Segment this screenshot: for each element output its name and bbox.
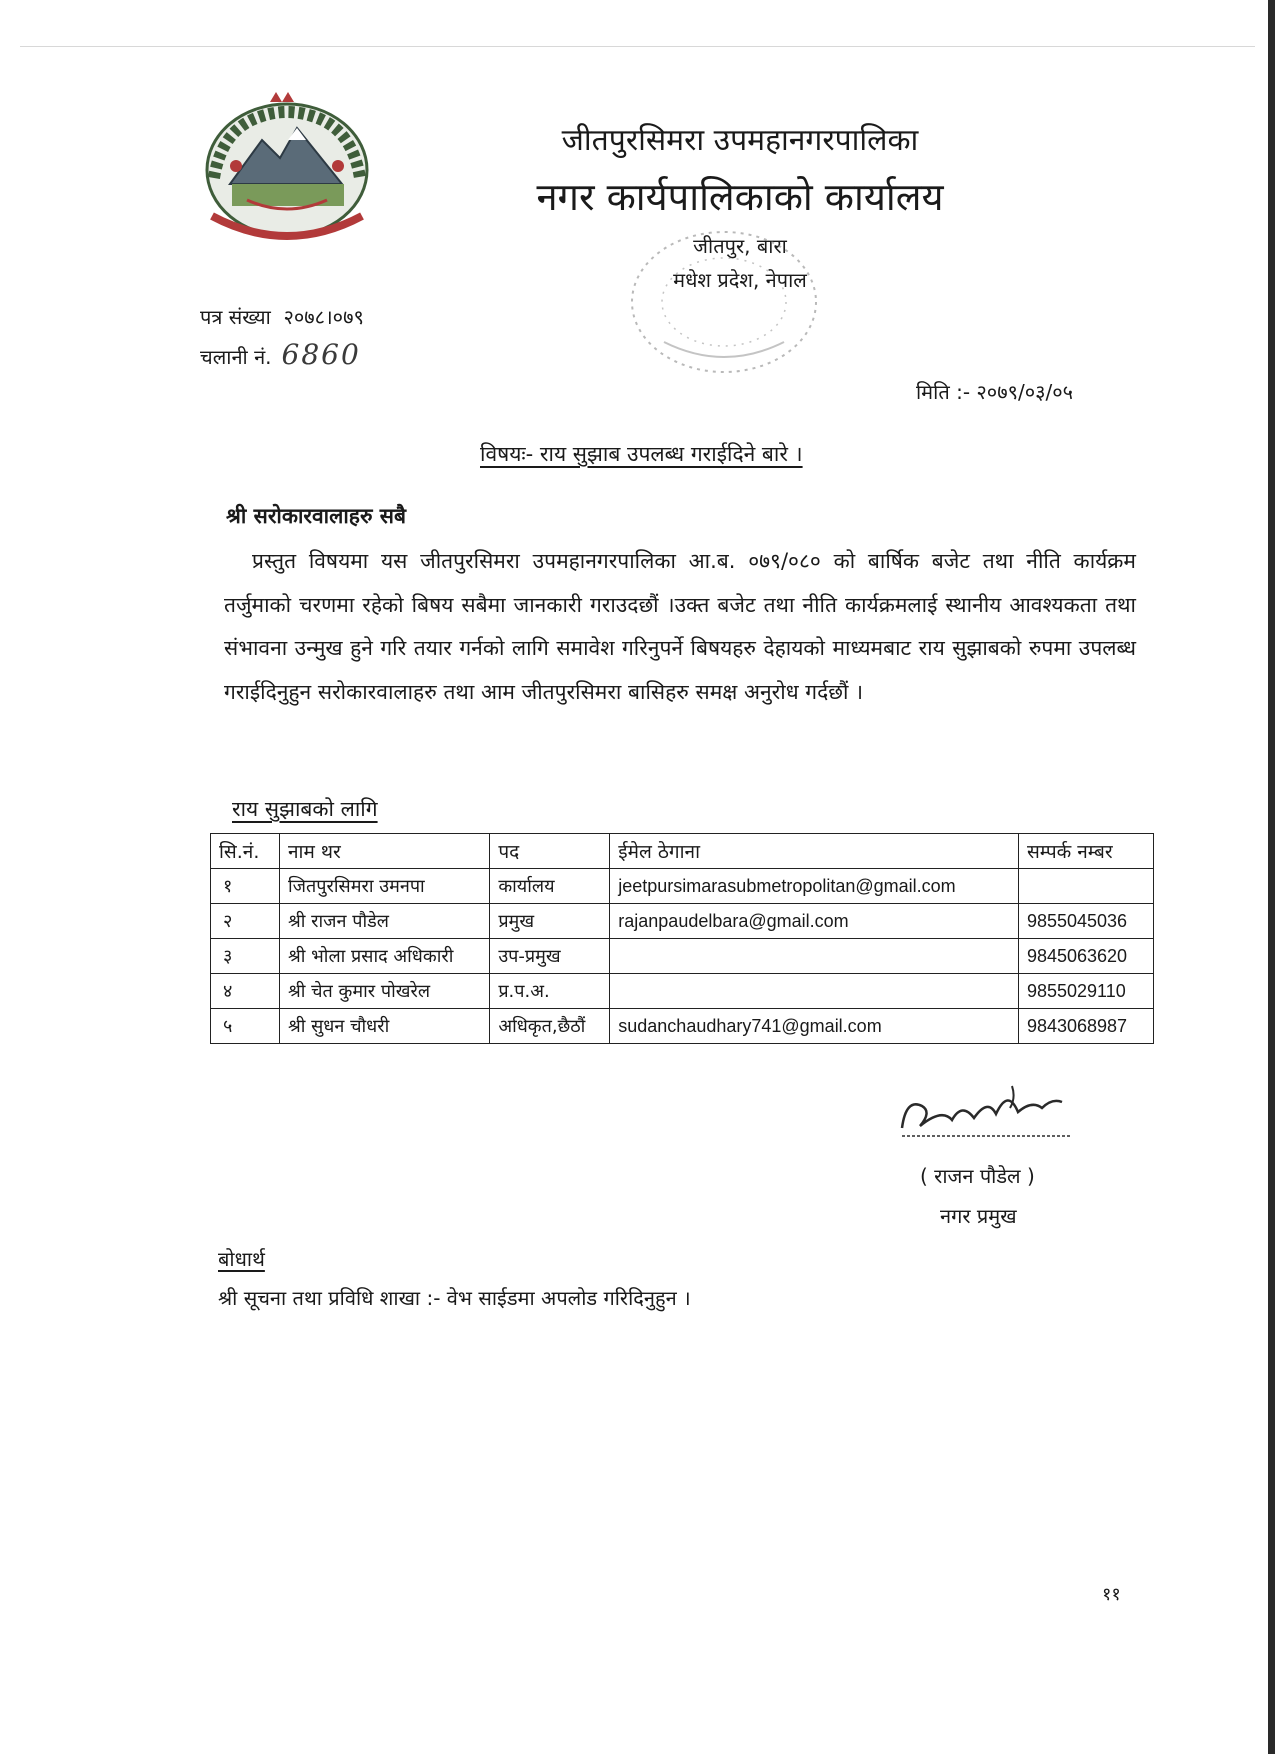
table-row xyxy=(211,939,1154,974)
row-email-link xyxy=(610,974,1019,1009)
letter-number-value: २०७८।०७९ xyxy=(283,305,364,329)
row-serial: १ xyxy=(211,869,280,904)
signatory-name: ( राजन पौडेल ) xyxy=(920,1164,1035,1188)
col-serial: सि.नं. xyxy=(211,834,280,869)
col-post: पद xyxy=(490,834,610,869)
dispatch-number-value: 6860 xyxy=(281,338,361,371)
row-email-link[interactable]: sudanchaudhary741@gmail.com xyxy=(610,1009,1019,1044)
row-name: श्री राजन पौडेल xyxy=(280,904,490,939)
row-post: कार्यालय xyxy=(490,869,610,904)
row-email-link[interactable]: rajanpaudelbara@gmail.com xyxy=(610,904,1019,939)
row-post: प्र.प.अ. xyxy=(490,974,610,1009)
signatory-title: नगर प्रमुख xyxy=(940,1204,1017,1228)
scan-edge xyxy=(1268,0,1275,1754)
body-text: प्रस्तुत विषयमा यस जीतपुरसिमरा उपमहानगरपालिका आ.ब. ०७९/०८० को बार्षिक बजेट तथा नीति कार्यक्रम तर्जुमाको चरणमा रहेको बिषय सबैमा जानकारी गराउदछौं ।उक्त बजेट तथा नीति कार्यक्रमलाई स्थानीय आवश्यकता तथा संभावना उन्मुख हुने गरि तयार गर्नको लागि समावेश गरिनुपर्ने बिषयहरु देहायको माध्यमबाट राय सुझाबको रुपमा उपलब्ध गराईदिनुहुन सरोकारवालाहरु तथा आम जीतपुरसिमरा बासिहरु समक्ष अनुरोध गर्दछौं । xyxy=(224,549,1136,704)
office-stamp-icon xyxy=(624,222,824,382)
table-caption: राय सुझाबको लागि xyxy=(232,797,378,821)
row-serial: ५ xyxy=(211,1009,280,1044)
letter-date xyxy=(916,378,1073,405)
row-phone: 9855045036 xyxy=(1018,904,1153,939)
date-label: मिति :- xyxy=(916,380,971,404)
row-phone: 9855029110 xyxy=(1018,974,1153,1009)
row-post: अधिकृत,छैठौं xyxy=(490,1009,610,1044)
row-name: जितपुरसिमरा उमनपा xyxy=(280,869,490,904)
office-province: मधेश प्रदेश, नेपाल xyxy=(673,268,807,292)
table-header-row xyxy=(211,834,1154,869)
signature-icon xyxy=(892,1078,1092,1148)
body-paragraph xyxy=(224,540,1136,714)
office-name: नगर कार्यपालिकाको कार्यालय xyxy=(536,175,944,219)
col-phone: सम्पर्क नम्बर xyxy=(1018,834,1153,869)
subject-line: विषयः- राय सुझाब उपलब्ध गराईदिने बारे । xyxy=(480,442,803,466)
nepal-emblem-icon xyxy=(192,88,382,248)
letter-number-label: पत्र संख्या xyxy=(200,305,271,329)
date-value: २०७९/०३/०५ xyxy=(976,380,1074,404)
contacts-table xyxy=(210,833,1154,1044)
top-border-line xyxy=(20,46,1255,47)
fyi-label: बोधार्थ xyxy=(218,1247,265,1271)
fyi-recipient: श्री सूचना तथा प्रविधि शाखा :- वेभ साईडमा अपलोड गरिदिनुहुन । xyxy=(218,1286,691,1310)
row-email-link xyxy=(610,939,1019,974)
row-post: प्रमुख xyxy=(490,904,610,939)
table-row xyxy=(211,974,1154,1009)
dispatch-number xyxy=(200,338,361,371)
page-number: ११ xyxy=(1102,1584,1121,1605)
row-name: श्री भोला प्रसाद अधिकारी xyxy=(280,939,490,974)
letter-number xyxy=(200,303,364,330)
table-row xyxy=(211,904,1154,939)
col-name: नाम थर xyxy=(280,834,490,869)
table-row xyxy=(211,869,1154,904)
row-post: उप-प्रमुख xyxy=(490,939,610,974)
office-location: जीतपुर, बारा xyxy=(693,234,787,258)
row-name: श्री चेत कुमार पोखरेल xyxy=(280,974,490,1009)
table-row xyxy=(211,1009,1154,1044)
dispatch-number-label: चलानी नं. xyxy=(200,345,272,369)
row-serial: ३ xyxy=(211,939,280,974)
addressee: श्री सरोकारवालाहरु सबै xyxy=(226,504,406,528)
col-email: ईमेल ठेगाना xyxy=(610,834,1019,869)
row-phone: 9845063620 xyxy=(1018,939,1153,974)
row-phone: 9843068987 xyxy=(1018,1009,1153,1044)
row-serial: २ xyxy=(211,904,280,939)
row-email-link[interactable]: jeetpursimarasubmetropolitan@gmail.com xyxy=(610,869,1019,904)
municipality-name: जीतपुरसिमरा उपमहानगरपालिका xyxy=(561,123,919,158)
row-name: श्री सुधन चौधरी xyxy=(280,1009,490,1044)
row-serial: ४ xyxy=(211,974,280,1009)
row-phone xyxy=(1018,869,1153,904)
